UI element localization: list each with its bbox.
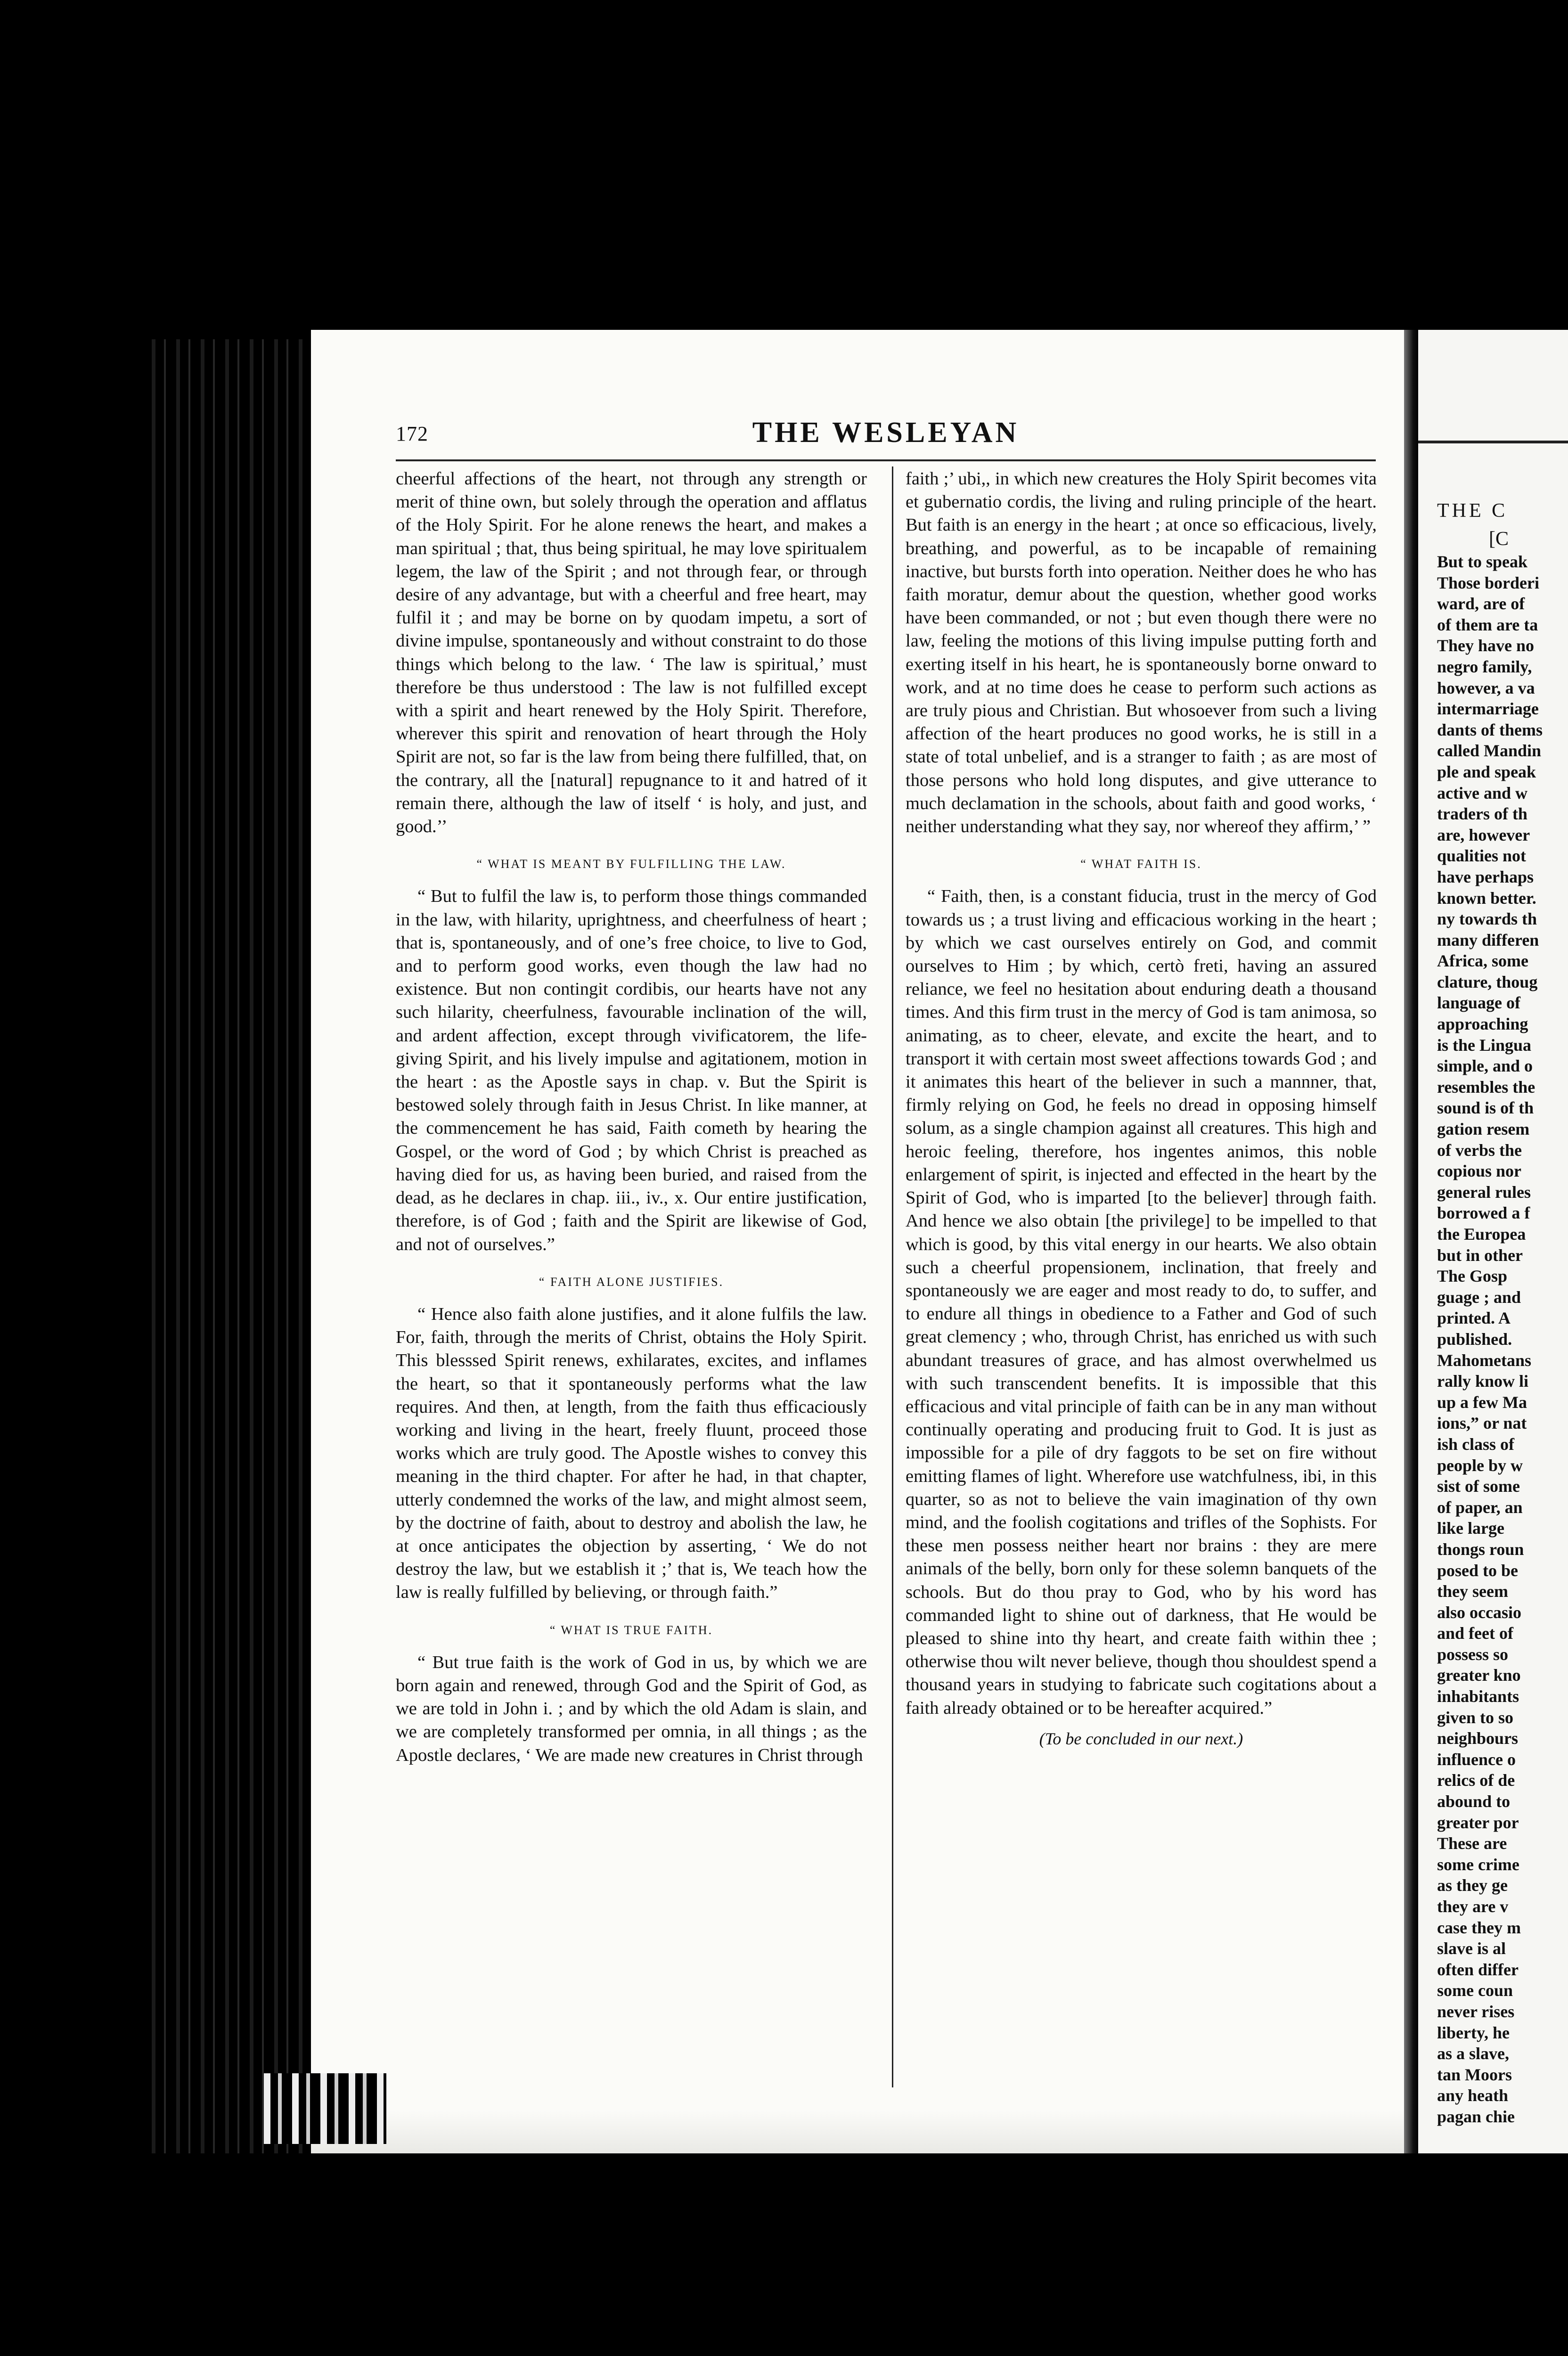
facing-text-line: Mahometans bbox=[1437, 1350, 1531, 1370]
facing-text-line: thongs roun bbox=[1437, 1539, 1524, 1559]
facing-text-line: often differ bbox=[1437, 1960, 1519, 1979]
facing-text-line: some crime bbox=[1437, 1855, 1519, 1874]
facing-text-line: pagan chie bbox=[1437, 2107, 1515, 2126]
facing-text-line: active and w bbox=[1437, 783, 1527, 802]
facing-text-line: influence o bbox=[1437, 1750, 1516, 1769]
facing-text-line: simple, and o bbox=[1437, 1056, 1533, 1076]
facing-text-line: The Gosp bbox=[1437, 1267, 1508, 1286]
facing-text-line: of paper, an bbox=[1437, 1497, 1523, 1517]
facing-header-rule bbox=[1418, 441, 1568, 443]
facing-text-line: Those borderi bbox=[1437, 573, 1540, 592]
facing-text-line: they are v bbox=[1437, 1897, 1509, 1916]
page-number: 172 bbox=[396, 422, 428, 445]
paragraph: cheerful affections of the heart, not through any strength or merit of thine own, but solely through the operation and afflatus of the Holy Spirit. For he alone renews the heart, and makes a man spiritual ; that, thus being spiritual, he may love spiritualem legem, the law of the Spirit ; and not through fear, or through desire of any advantage, but with a cheerful and free heart, may fulfil it ; and may be borne on by quodam impetu, a sort of divine impulse, spontaneously and without constraint to do those things which belong to the law. ‘ The law is spiritual,’ must therefore be thus understood : The law is not fulfilled except with a spirit and heart renewed by the Holy Spirit. Therefore, wherever this spirit and renovation of heart through the Holy Spirit are not, so far is the law from being there fulfilled, that, on the contrary, all the [natural] repugnance to it and hatred of it remain there, although the law of itself ‘ is holy, and just, and good.’’ bbox=[396, 469, 867, 837]
continued-note: (To be concluded in our next.) bbox=[1039, 1729, 1243, 1748]
facing-text-line: up a few Ma bbox=[1437, 1392, 1527, 1412]
facing-text-line: known better. bbox=[1437, 888, 1536, 908]
facing-text-line: printed. A bbox=[1437, 1309, 1511, 1328]
paragraph: faith ;’ ubi,, in which new creatures the Holy Spirit becomes vita et gubernatio cordis, the living and ruling principle of the heart. But faith is an energy in the heart ; at once so efficacious, lively, breathing, and powerful, as to be incapable of remaining inactive, but bursts forth into operation. Neither does he who has faith moratur, demur about the question, whether good works have been commanded, or not ; but even though there were no law, feeling the motions of this living impulse putting forth and exerting itself in his heart, he is spontaneously borne onward to work, and at no time does he cease to perform such actions as are truly pious and Christian. But whosoever from such a living affection of the heart produces no good works, he is still in a state of total unbelief, and is a stranger to faith ; as are most of those persons who hold long disputes, and give utterance to much declamation in the schools, about faith and good works, ‘ neither understanding what they say, nor whereof they affirm,’ ” bbox=[906, 469, 1377, 837]
facing-subtitle: [C bbox=[1489, 528, 1509, 550]
facing-text-line: liberty, he bbox=[1437, 2023, 1510, 2042]
facing-text-line: is the Lingua bbox=[1437, 1035, 1532, 1055]
facing-text-line: rally know li bbox=[1437, 1372, 1529, 1391]
scanner-shadow-left bbox=[141, 339, 320, 2153]
facing-text-line: intermarriage bbox=[1437, 699, 1539, 719]
facing-text-line: resembles the bbox=[1437, 1077, 1535, 1096]
right-column bbox=[906, 467, 1377, 2107]
paragraph: “ Hence also faith alone justifies, and it alone fulfils the law. For, faith, through the merits of Christ, obtains the Holy Spirit. This blesssed Spirit renews, exhilarates, excites, and inflames the heart, so that it spontaneously performs what the law requires. And then, at length, from the faith thus efficaciously working and living in the heart, freely fluunt, proceed those works which are truly good. The Apostle wishes to convey this meaning in the third chapter. For after he had, in that chapter, utterly condemned the works of the law, and might almost seem, by the doctrine of faith, about to destroy and abolish the law, he at once anticipates the objection by asserting, ‘ We do not destroy the law, but we establish it ;’ that is, We teach how the law is really fulfilled by believing, or through faith.” bbox=[396, 1304, 867, 1603]
section-heading: “ WHAT FAITH IS. bbox=[1080, 857, 1202, 871]
book-page-172 bbox=[311, 330, 1404, 2153]
facing-text-line: published. bbox=[1437, 1329, 1512, 1349]
book-gutter bbox=[1404, 330, 1419, 2153]
facing-text-line: language of bbox=[1437, 993, 1521, 1013]
facing-text-line: ish class of bbox=[1437, 1434, 1515, 1454]
facing-text-line: negro family, bbox=[1437, 657, 1532, 676]
running-head bbox=[396, 412, 1376, 455]
left-column bbox=[396, 467, 867, 2107]
facing-text-line: copious nor bbox=[1437, 1162, 1522, 1181]
facing-text-line: They have no bbox=[1437, 636, 1535, 655]
facing-text-line: some coun bbox=[1437, 1981, 1513, 2000]
facing-text-line: dants of thems bbox=[1437, 720, 1543, 739]
facing-text-line: as they ge bbox=[1437, 1876, 1508, 1895]
facing-text-line: ward, are of bbox=[1437, 594, 1525, 614]
facing-text-line: of them are ta bbox=[1437, 615, 1538, 634]
facing-text-line: possess so bbox=[1437, 1644, 1509, 1664]
facing-text-line: and feet of bbox=[1437, 1624, 1513, 1643]
facing-text-line: they seem bbox=[1437, 1582, 1508, 1601]
facing-text-line: borrowed a f bbox=[1437, 1203, 1530, 1223]
facing-text-line: Africa, some bbox=[1437, 951, 1528, 971]
facing-text-line: neighbours bbox=[1437, 1729, 1519, 1748]
facing-text-line: relics of de bbox=[1437, 1771, 1515, 1790]
facing-text-line: case they m bbox=[1437, 1918, 1521, 1937]
paragraph: “ Faith, then, is a constant fiducia, trust in the mercy of God towards us ; a trust living and efficacious working in the heart ; by which we cast ourselves entirely on God, and commit ourselves to Him ; by which, certò freti, having an assured reliance, we feel no hesitation about enduring death a thousand times. And this firm trust in the mercy of God is tam animosa, so animating, as to cheer, elevate, and excite the heart, and to transport it with certain most sweet affections towards God ; and it animates this heart of the believer in such a mannner, that, firmly relying on God, he feels no dread in opposing himself solum, as a single champion against all creatures. This high and heroic feeling, therefore, hos ingentes animos, this noble enlargement of spirit, is injected and effected in the heart by the Spirit of God, who is imparted [to the believer] through faith. And hence we also obtain [the privilege] to be impelled to that which is good, by this vital energy in our hearts. We also obtain such a cheerful propensionem, inclination, that freely and spontaneously we are eager and most ready to do, to suffer, and to endure all things in obedience to a Father and God of such great clemency ; who, through Christ, has enriched us with such abundant treasures of grace, and has almost overwhelmed us with such transcendent benefits. It is impossible that this efficacious and vital principle of faith can be in any man without continually operating and producing fruit to God. It is just as impossible for a pile of dry faggots to be set on fire without emitting flames of light. Wherefore use watchfulness, ibi, in this quarter, so as not to believe the vain imagination of thy own mind, and the foolish cogitations and trifles of the Sophists. For these men possess neither heart nor brains : they are mere animals of the belly, born only for these solemn banquets of the schools. But do thou pray to God, who by his word has commanded light to shine out of darkness, that He would be pleased to shine into thy heart, and create faith within thee ; otherwise thou wilt never believe, though thou shouldest spend a thousand years in studying to fabricate such cogitations about a faith already obtained or to be hereafter acquired.” bbox=[906, 886, 1377, 1718]
facing-text-line: also occasio bbox=[1437, 1603, 1521, 1622]
facing-text-line: however, a va bbox=[1437, 678, 1535, 697]
section-heading: “ FAITH ALONE JUSTIFIES. bbox=[539, 1275, 724, 1289]
facing-text-line: traders of th bbox=[1437, 804, 1527, 824]
facing-text-line: approaching bbox=[1437, 1014, 1528, 1034]
facing-text-line: sound is of th bbox=[1437, 1098, 1534, 1118]
facing-text-line: greater por bbox=[1437, 1813, 1519, 1832]
facing-text-line: are, however bbox=[1437, 825, 1530, 844]
facing-text-line: general rules bbox=[1437, 1182, 1531, 1202]
facing-text-line: like large bbox=[1437, 1519, 1504, 1538]
facing-text-line: many differen bbox=[1437, 930, 1539, 949]
journal-title: THE WESLEYAN bbox=[752, 417, 1020, 449]
scanner-clip bbox=[264, 2073, 386, 2144]
facing-text-line: greater kno bbox=[1437, 1666, 1521, 1685]
facing-text-line: of verbs the bbox=[1437, 1140, 1522, 1160]
facing-page bbox=[1418, 330, 1568, 2153]
paragraph: “ But to fulfil the law is, to perform those things commanded in the law, with hilarity, uprightness, and cheerfulness of heart ; that is, spontaneously, and of one’s free choice, to live to God, and to perform good works, even though the law had no existence. But non contingit cordibis, our hearts have not any such hilarity, cheerfulness, favourable inclination of the will, and ardent affection, except through vivificatorem, the life-giving Spirit, and his lively impulse and agitationem, motion in the heart : as the Apostle says in chap. v. But the Spirit is bestowed solely through faith in Jesus Christ. In like manner, at the commencement he has said, Faith cometh by hearing the Gospel, or the word of God ; by which Christ is preached as having died for us, as having been buried, and raised from the dead, as he declares in chap. iii., iv., x. Our entire justification, therefore, is of God ; faith and the Spirit are likewise of God, and not of ourselves.” bbox=[396, 886, 867, 1254]
facing-text-line: ple and speak bbox=[1437, 762, 1536, 781]
facing-text-line: any heath bbox=[1437, 2086, 1509, 2105]
facing-text-line: have perhaps bbox=[1437, 867, 1534, 886]
facing-text-line: But to speak bbox=[1437, 552, 1528, 571]
facing-text-line: qualities not bbox=[1437, 846, 1527, 866]
facing-text-line: posed to be bbox=[1437, 1561, 1519, 1580]
facing-text-line: ions,” or nat bbox=[1437, 1414, 1527, 1433]
facing-text-line: as a slave, bbox=[1437, 2044, 1509, 2063]
section-heading: “ WHAT IS MEANT BY FULFILLING THE LAW. bbox=[476, 857, 786, 871]
facing-text-line: the Europea bbox=[1437, 1225, 1526, 1243]
column-rule bbox=[892, 466, 893, 2087]
facing-text-line: guage ; and bbox=[1437, 1287, 1521, 1307]
facing-text-line: clature, thoug bbox=[1437, 972, 1538, 991]
facing-text bbox=[1437, 551, 1568, 2127]
page-bottom-edge bbox=[311, 2111, 1404, 2153]
paragraph: “ But true faith is the work of God in us, by which we are born again and renewed, through God and the Spirit of God, as we are told in John i. ; and by which the old Adam is slain, and we are completely transformed per omnia, in all things ; as the Apostle declares, ‘ We are made new creatures in Christ through bbox=[396, 1652, 867, 1765]
facing-text-line: but in other bbox=[1437, 1245, 1523, 1265]
facing-text-line: These are bbox=[1437, 1834, 1507, 1853]
facing-text-line: people by w bbox=[1437, 1456, 1523, 1475]
section-heading: “ WHAT IS TRUE FAITH. bbox=[549, 1623, 713, 1637]
facing-text-line: gation resem bbox=[1437, 1120, 1530, 1139]
facing-text-line: sist of some bbox=[1437, 1477, 1520, 1496]
facing-text-line: inhabitants bbox=[1437, 1687, 1519, 1706]
header-rule bbox=[396, 459, 1376, 461]
facing-text-line: slave is al bbox=[1437, 1939, 1506, 1958]
facing-text-line: ny towards th bbox=[1437, 909, 1537, 929]
facing-text-line: abound to bbox=[1437, 1792, 1511, 1811]
facing-title: THE C bbox=[1437, 500, 1508, 522]
facing-text-line: tan Moors bbox=[1437, 2065, 1512, 2084]
facing-text-line: called Mandin bbox=[1437, 741, 1542, 761]
facing-text-line: never rises bbox=[1437, 2002, 1515, 2021]
facing-text-line: given to so bbox=[1437, 1708, 1513, 1727]
